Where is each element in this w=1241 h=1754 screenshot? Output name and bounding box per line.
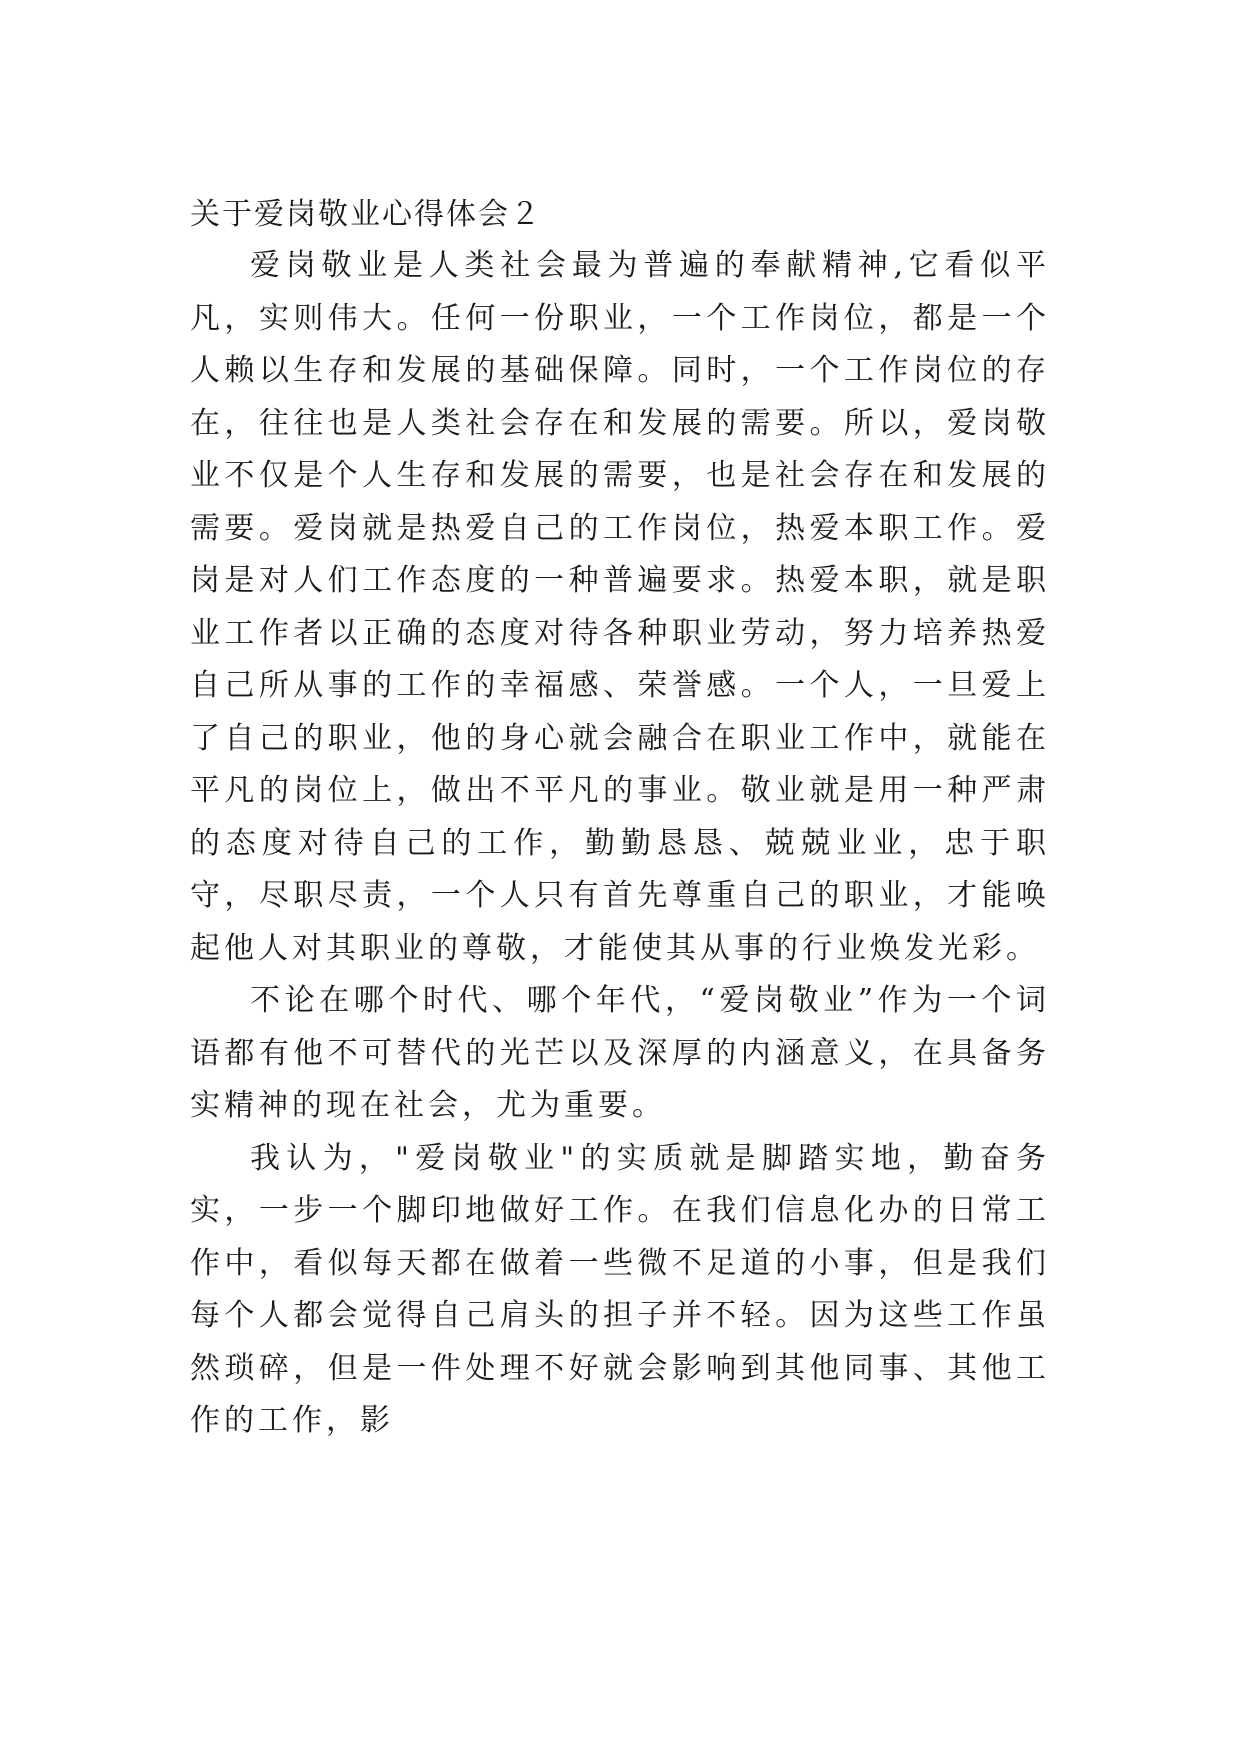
paragraph-1: 爱岗敬业是人类社会最为普遍的奉献精神,它看似平凡，实则伟大。任何一份职业，一个工作岗位，都是一个人赖以生存和发展的基础保障。同时，一个工作岗位的存在，往往也是人类社会存在和发展的需要。所以，爱岗敬业不仅是个人生存和发展的需要，也是社会存在和发展的需要。爱岗就是热爱自己的工作岗位，热爱本职工作。爱岗是对人们工作态度的一种普遍要求。热爱本职，就是职业工作者以正确的态度对待各种职业劳动，努力培养热爱自己所从事的工作的幸福感、荣誉感。一个人，一旦爱上了自己的职业，他的身心就会融合在职业工作中，就能在平凡的岗位上，做出不平凡的事业。敬业就是用一种严肃的态度对待自己的工作，勤勤恳恳、兢兢业业，忠于职守，尽职尽责，一个人只有首先尊重自己的职业，才能唤起他人对其职业的尊敬，才能使其从事的行业焕发光彩。: [190, 248, 1050, 966]
document-title: 关于爱岗敬业心得体会２: [190, 197, 542, 232]
document-page: [190, 190, 1050, 1448]
paragraph-3: 我认为，"爱岗敬业"的实质就是脚踏实地，勤奋务实，一步一个脚印地做好工作。在我们信息化办的日常工作中，看似每天都在做着一些微不足道的小事，但是我们每个人都会觉得自己肩头的担子并不轻。因为这些工作虽然琐碎，但是一件处理不好就会影响到其他同事、其他工作的工作，影: [190, 1140, 1050, 1438]
paragraph-2: 不论在哪个时代、哪个年代，“爱岗敬业”作为一个词语都有他不可替代的光芒以及深厚的内涵意义，在具备务实精神的现在社会，尤为重要。: [190, 983, 1050, 1123]
